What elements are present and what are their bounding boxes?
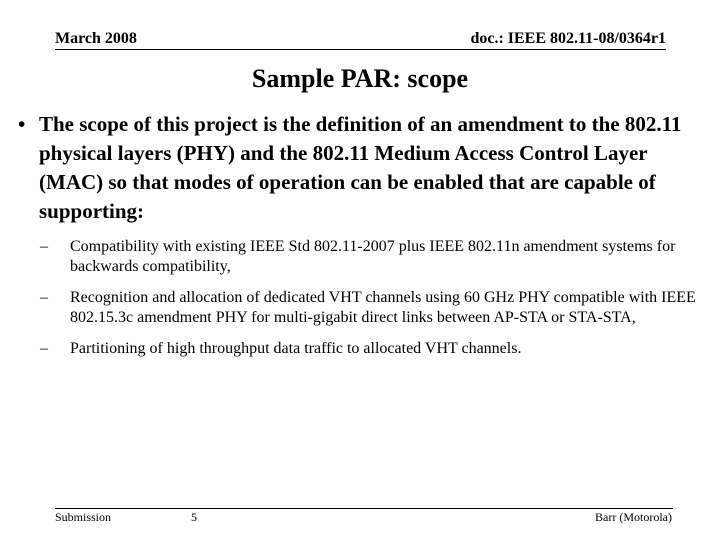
footer-divider [55,508,673,509]
sub-bullet-item [18,237,712,277]
dash-icon: – [40,289,48,306]
main-bullet [18,110,712,226]
header-date: March 2008 [55,30,137,47]
bullet-icon: • [18,112,26,136]
dash-icon: – [40,340,48,357]
header-divider [55,49,666,50]
sub-bullet-list [18,237,712,359]
sub-bullet-item [18,339,712,359]
dash-icon: – [40,238,48,255]
sub-bullet-item [18,288,712,328]
sub-bullet-text: Recognition and allocation of dedicated VHT channels using 60 GHz PHY compatible with IEEE 802.15.3c amendment PHY for multi-gigabit direct links between AP-STA or STA-STA, [70,289,696,326]
slide-body [18,110,712,370]
main-bullet-text: The scope of this project is the definition of an amendment to the 802.11 physical layers (PHY) and the 802.11 Medium Access Control Layer (MAC) so that modes of operation can be enabled that are capable of supporting: [39,112,682,223]
footer-page-number: 5 [191,510,197,524]
sub-bullet-text: Compatibility with existing IEEE Std 802.11-2007 plus IEEE 802.11n amendment systems for backwards compatibility, [70,238,676,275]
sub-bullet-text: Partitioning of high throughput data traffic to allocated VHT channels. [70,340,522,357]
footer-submission: Submission [55,510,112,524]
header-doc-id: doc.: IEEE 802.11-08/0364r1 [470,30,666,47]
footer-author: Barr (Motorola) [595,510,672,524]
slide-title: Sample PAR: scope [251,64,469,93]
